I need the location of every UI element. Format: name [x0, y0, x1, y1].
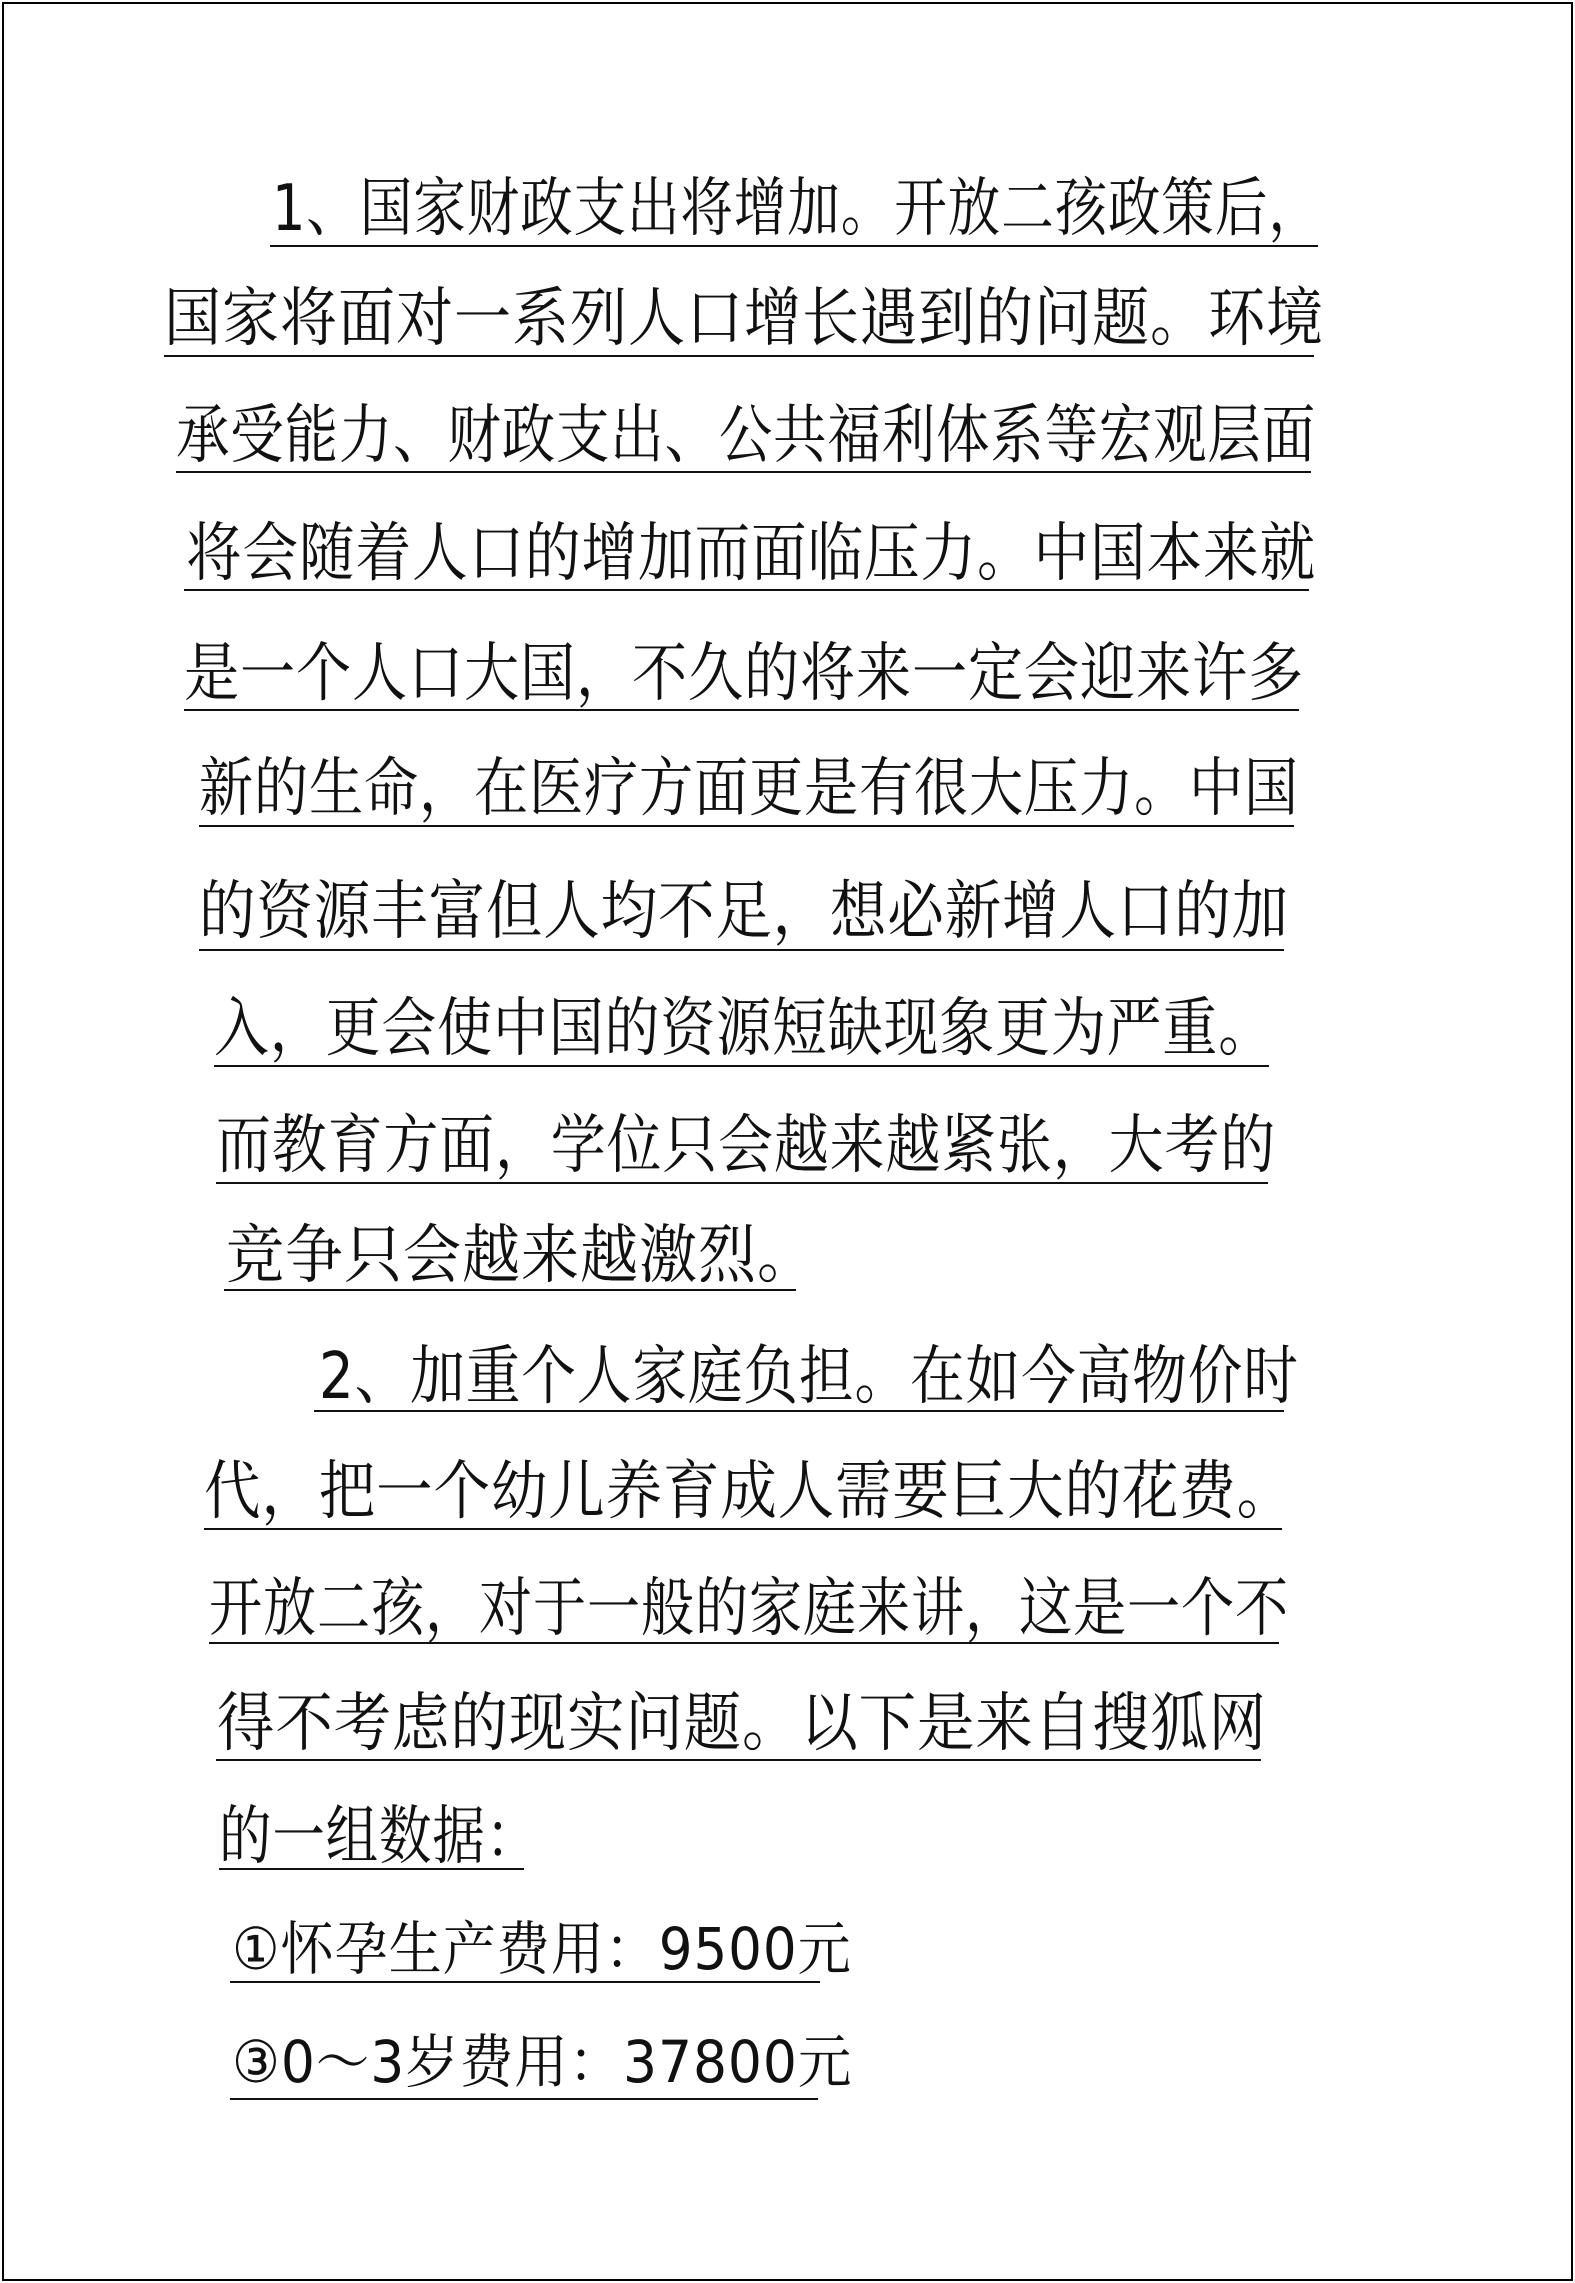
text-line: 而教育方面，学位只会越来越紧张，大考的 [216, 1109, 1276, 1183]
data-item: ①怀孕生产费用：9500元 [232, 1915, 852, 1983]
text-line: 竞争只会越来越激烈。 [226, 1219, 816, 1293]
text-line: 开放二孩，对于一般的家庭来讲，这是一个不 [209, 1572, 1289, 1646]
underline [314, 1410, 1284, 1412]
underline [176, 471, 1311, 473]
underline [230, 1981, 820, 1983]
text-line: 1、国家财政支出将增加。开放二孩政策后， [272, 172, 1322, 246]
underline [184, 709, 1299, 711]
text-line: 承受能力、财政支出、公共福利体系等宏观层面 [176, 399, 1316, 473]
underline [199, 825, 1294, 827]
text-line: 新的生命，在医疗方面更是有很大压力。中国 [199, 752, 1299, 826]
text-line: 的一组数据： [219, 1800, 539, 1874]
text-line: 国家将面对一系列人口增长遇到的问题。环境 [164, 282, 1324, 356]
text-line: 的资源丰富但人均不足，想必新增人口的加 [199, 875, 1289, 949]
text-line: 入，更会使中国的资源短缺现象更为严重。 [214, 992, 1274, 1066]
text-line: 将会随着人口的增加而面临压力。中国本来就 [186, 517, 1316, 591]
text-line: 2、加重个人家庭负担。在如今高物价时 [319, 1340, 1299, 1414]
underline [216, 1182, 1268, 1184]
underline [184, 589, 1309, 591]
underline [230, 2098, 818, 2100]
underline [199, 949, 1284, 951]
underline [219, 1868, 524, 1870]
underline [164, 355, 1314, 357]
underline [216, 1759, 1261, 1761]
underline [270, 245, 1318, 247]
underline [224, 1289, 796, 1291]
text-line: 代，把一个幼儿养育成人需要巨大的花费。 [204, 1455, 1294, 1529]
data-item: ③0～3岁费用：37800元 [232, 2028, 853, 2096]
underline [209, 1642, 1279, 1644]
text-line: 是一个人口大国，不久的将来一定会迎来许多 [184, 637, 1304, 711]
text-line: 得不考虑的现实问题。以下是来自搜狐网 [217, 1687, 1267, 1761]
handwritten-page [2, 2, 1573, 2281]
underline [204, 1528, 1282, 1530]
underline [214, 1065, 1269, 1067]
